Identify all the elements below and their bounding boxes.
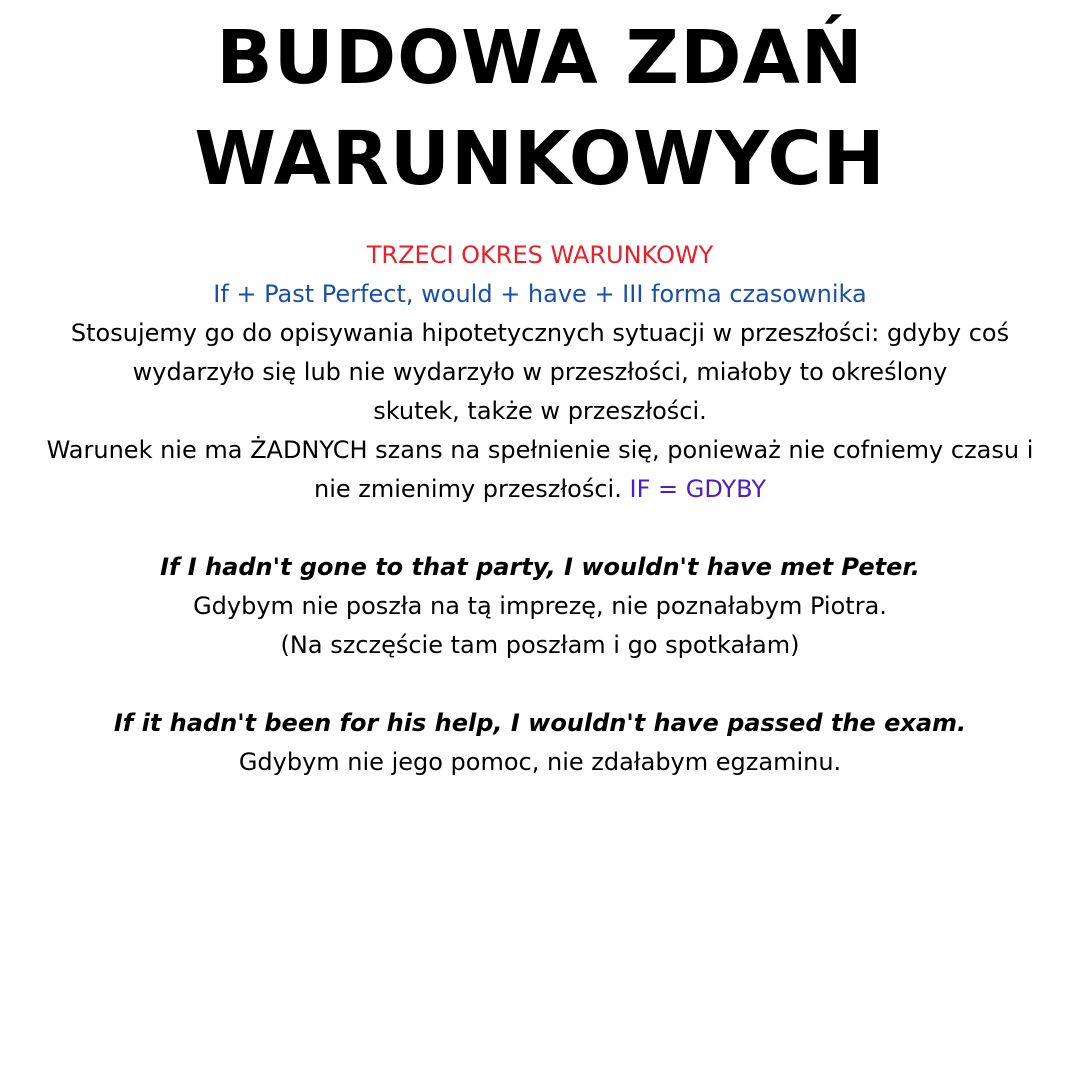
example-1-polish: Gdybym nie poszła na tą imprezę, nie poznałabym Piotra. bbox=[193, 592, 887, 620]
example-1-note: (Na szczęście tam poszłam i go spotkałam) bbox=[280, 631, 800, 659]
example-2-english: If it hadn't been for his help, I wouldn't have passed the exam. bbox=[113, 709, 967, 737]
description-line-3: skutek, także w przeszłości. bbox=[373, 397, 707, 425]
condition-line-2-text: nie zmienimy przeszłości. bbox=[314, 475, 622, 503]
content-block bbox=[0, 236, 1080, 782]
formula-text: If + Past Perfect, would + have + III forma czasownika bbox=[213, 280, 867, 308]
description-line-1: Stosujemy go do opisywania hipotetycznych sytuacji w przeszłości: gdyby coś bbox=[70, 319, 1010, 347]
example-2-polish: Gdybym nie jego pomoc, nie zdałabym egzaminu. bbox=[238, 748, 842, 776]
example-1-english: If I hadn't gone to that party, I wouldn't have met Peter. bbox=[160, 553, 920, 581]
condition-line-1: Warunek nie ma ŻADNYCH szans na spełnienie się, ponieważ nie cofniemy czasu i bbox=[46, 436, 1034, 464]
description-line-2: wydarzyło się lub nie wydarzyło w przeszłości, miałoby to określony bbox=[132, 358, 948, 386]
page-title-line-1: BUDOWA ZDAŃ bbox=[216, 15, 864, 101]
page-title-line-2: WARUNKOWYCH bbox=[194, 116, 886, 202]
spacer bbox=[0, 665, 1080, 704]
condition-line-2 bbox=[0, 470, 1080, 509]
if-gdyby-note: IF = GDYBY bbox=[629, 475, 766, 503]
section-heading: TRZECI OKRES WARUNKOWY bbox=[366, 241, 714, 269]
spacer bbox=[0, 509, 1080, 548]
